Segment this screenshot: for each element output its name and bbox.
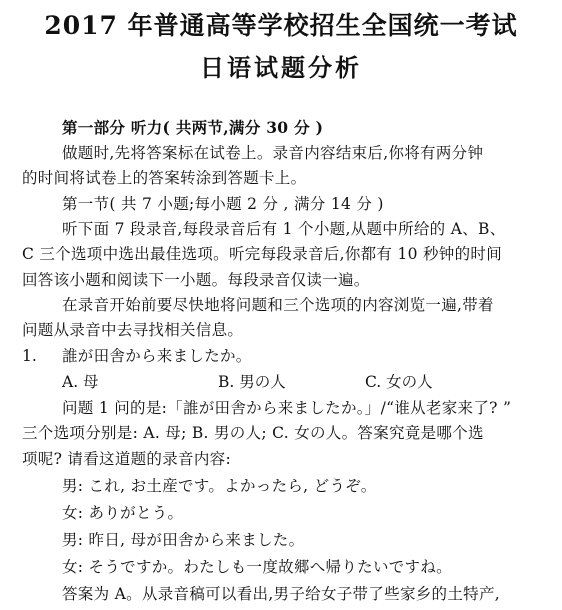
answer-line: 答案为 A。从录音稿可以看出,男子给女子带了些家乡的土特产, xyxy=(62,585,500,603)
dialogue-line: 女: ありがとう。 xyxy=(62,504,184,522)
option-c: C. 女の人 xyxy=(365,373,433,391)
dialogue-line: 女: そうですか。わたしも一度故郷へ帰りたいですね。 xyxy=(62,558,452,576)
paragraph-line: 在录音开始前要尽快地将问题和三个选项的内容浏览一遍,带着 xyxy=(62,296,494,314)
paragraph-line: 问题从录音中去寻找相关信息。 xyxy=(22,321,244,339)
paragraph-line: 听下面 7 段录音,每段录音后有 1 个小题,从题中所给的 A、B、 xyxy=(62,220,506,238)
subsection-heading: 第一节( 共 7 小题;每小题 2 分 , 满分 14 分 ) xyxy=(62,195,384,213)
paragraph-line: C 三个选项中选出最佳选项。听完每段录音后,你都有 10 秒钟的时间 xyxy=(22,245,502,263)
dialogue-line: 男: 昨日, 母が田舎から来ました。 xyxy=(62,531,305,549)
section-heading: 第一部分 听力( 共两节,满分 30 分 ) xyxy=(62,118,324,137)
analysis-line: 问题 1 问的是:「誰が田舎から来ましたか。」/“谁从老家来了? ” xyxy=(62,399,512,417)
question-text: 誰が田舎から来ましたか。 xyxy=(62,347,252,365)
document-subtitle: 日语试题分析 xyxy=(200,53,362,82)
question-number: 1. xyxy=(22,347,37,365)
document-title: 2017 年普通高等学校招生全国统一考试 xyxy=(44,11,518,40)
instruction-line: 做题时,先将答案标在试卷上。录音内容结束后,你将有两分钟 xyxy=(62,144,484,162)
option-a: A. 母 xyxy=(62,373,99,391)
analysis-line: 三个选项分别是: A. 母; B. 男の人; C. 女の人。答案究竟是哪个选 xyxy=(22,424,484,442)
instruction-line: 的时间将试卷上的答案转涂到答题卡上。 xyxy=(22,169,307,187)
option-b: B. 男の人 xyxy=(218,373,286,391)
analysis-line: 项呢? 请看这道题的录音内容: xyxy=(22,450,231,468)
dialogue-line: 男: これ, お土産です。よかったら, どうぞ。 xyxy=(62,477,377,495)
paragraph-line: 回答该小题和阅读下一小题。每段录音仅读一遍。 xyxy=(22,271,370,289)
